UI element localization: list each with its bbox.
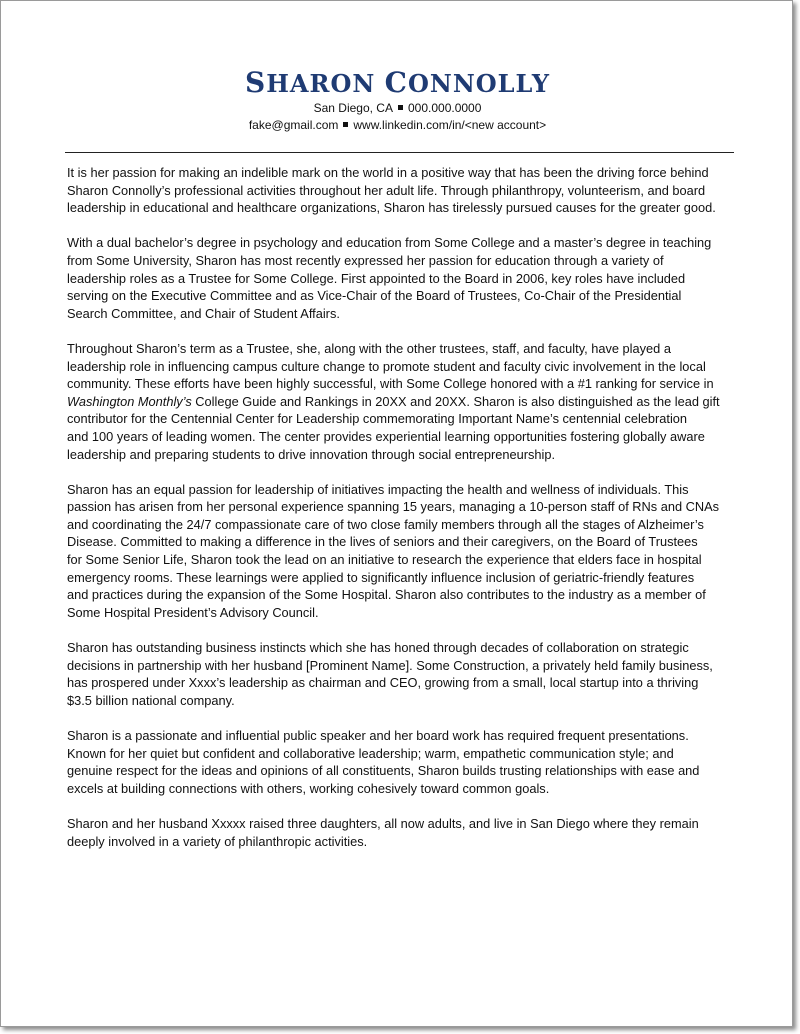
linkedin-url: www.linkedin.com/in/<new account> (353, 118, 547, 132)
paragraph-passion: It is her passion for making an indelible mark on the world in a positive way that has been the driving force behind Sharon Connolly’s professional activities throughout her adult life. Through philanthropy, volunteerism, and board leadership in educational and healthcare organizations, Sharon has tirelessly pursued causes for the greater good. (67, 165, 716, 216)
paragraph-business: Sharon has outstanding business instincts which she has honed through decades of collaboration on strategic decisions in partnership with her husband [Prominent Name]. Some Construction, a privately held family business, has prospered under Xxxx’s leadership as chairman and CEO, growing from a small, local startup into a thriving $3.5 billion national company. (67, 640, 713, 708)
header-divider (65, 152, 734, 153)
contact-line-2 (1, 117, 794, 134)
phone: 000.000.0000 (407, 101, 482, 115)
contact-line-1 (1, 100, 794, 117)
paragraph-speaker: Sharon is a passionate and influential public speaker and her board work has required frequent presentations. Known for her quiet but confident and collaborative leadership; warm, empathetic communication style; and genuine respect for the ideas and opinions of all constituents, Sharon builds trusting relationships with ease and excels at building connections with others, working cohesively toward common goals. (67, 728, 700, 796)
letterhead (1, 67, 794, 134)
paragraph-trustee: Throughout Sharon’s term as a Trustee, she, along with the other trustees, staff, and faculty, have played a leadership role in influencing campus culture change to promote student and faculty civic involvement in the local community. These efforts have been highly successful, with Some College honored with a #1 ranking for service in Washington Monthly’s College Guide and Rankings in 20XX and 20XX. Sharon is also distinguished as the lead gift contributor for the Centennial Center for Leadership commemorating Important Name’s centennial celebration and 100 years of leading women. The center provides experiential learning opportunities fostering globally aware leadership and preparing students to drive innovation through social entrepreneurship. (67, 340, 720, 462)
bullet-separator-icon (398, 105, 403, 110)
candidate-name: SHARON CONNOLLY (244, 66, 551, 99)
biography-body (67, 164, 742, 868)
location: San Diego, CA (313, 101, 393, 115)
paragraph-health: Sharon has an equal passion for leadership of initiatives impacting the health and wellness of individuals. This passion has arisen from her personal experience spanning 15 years, managing a 10-person staff of RNs and CNAs and coordinating the 24/7 compassionate care of two close family members through all the stages of Alzheimer’s Disease. Committed to making a difference in the lives of seniors and their caregivers, on the Board of Trustees for Some Senior Life, Sharon took the lead on an initiative to research the experience that elders face in hospital emergency rooms. These learnings were applied to significantly influence inclusion of geriatric-friendly features and practices during the expansion of the Some Hospital. Sharon also contributes to the industry as a member of Some Hospital President’s Advisory Council. (67, 481, 720, 620)
paragraph-family: Sharon and her husband Xxxxx raised three daughters, all now adults, and live in San Diego where they remain deeply involved in a variety of philanthropic activities. (67, 815, 699, 849)
email: fake@gmail.com (248, 118, 339, 132)
paragraph-education: With a dual bachelor’s degree in psychology and education from Some College and a master’s degree in teaching from Some University, Sharon has most recently expressed her passion for education through a variety of leadership roles as a Trustee for Some College. First appointed to the Board in 2006, key roles have included serving on the Executive Committee and as Vice-Chair of the Board of Trustees, Co-Chair of the Presidential Search Committee, and Chair of Student Affairs. (67, 235, 712, 321)
bullet-separator-icon (343, 122, 348, 127)
publication-title: Washington Monthly’s (67, 393, 192, 409)
